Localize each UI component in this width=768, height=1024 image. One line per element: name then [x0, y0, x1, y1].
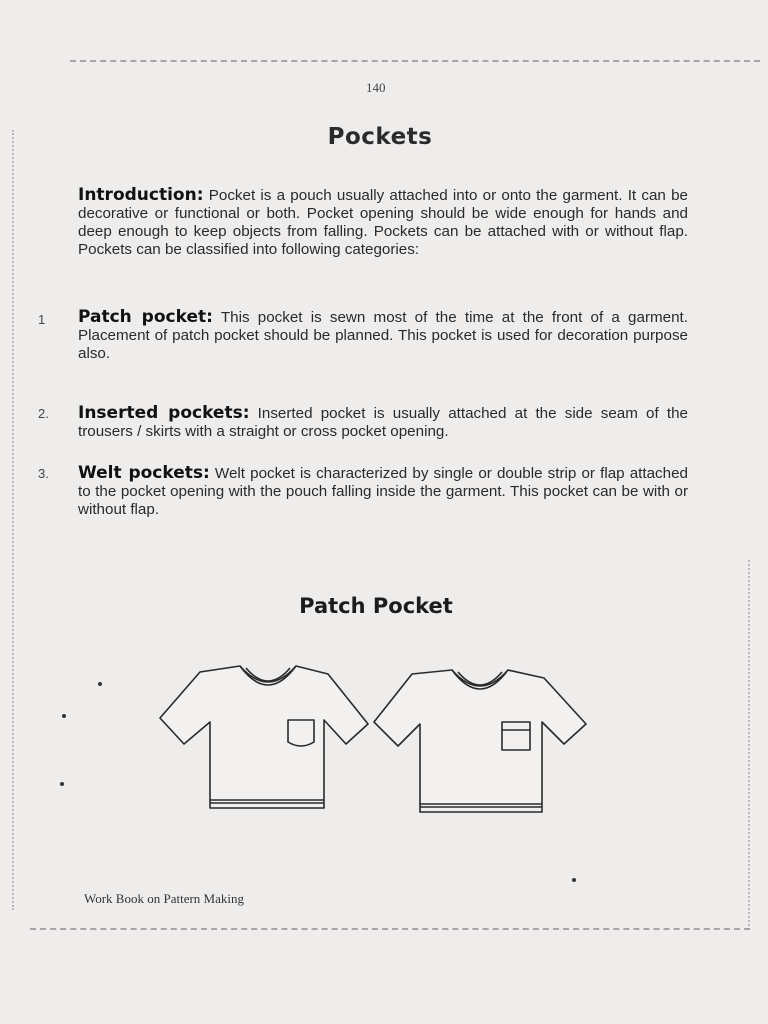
- speck: [98, 682, 102, 686]
- list-item-heading: Patch pocket:: [78, 307, 213, 327]
- list-number: 3.: [38, 466, 49, 481]
- intro-heading: Introduction:: [78, 185, 204, 205]
- patch-pocket-illustration: [150, 660, 600, 830]
- scan-edge-bottom: [30, 928, 750, 934]
- list-item-heading: Welt pockets:: [78, 463, 210, 483]
- list-item-patch-pocket: [78, 308, 688, 363]
- speck: [62, 714, 66, 718]
- speck: [572, 878, 576, 882]
- intro-paragraph: [78, 186, 688, 259]
- list-item-text: Inserted pocket is usually attached at the side seam of the trousers / skirts with a straight or cross pocket opening.: [78, 405, 688, 440]
- tshirt-patch-pocket-icon: [160, 666, 368, 808]
- intro-text: Pocket is a pouch usually attached into or onto the garment. It can be decorative or functional or both. Pocket opening should be wide enough for hands and deep enough to keep objects from falling. Pockets can be attached with or without flap. Pockets can be classified into following categories:: [78, 187, 688, 258]
- list-item-heading: Inserted pockets:: [78, 403, 250, 423]
- speck: [60, 782, 64, 786]
- scan-edge-top: [70, 60, 760, 68]
- scan-edge-left: [12, 130, 18, 910]
- list-number: 1: [38, 312, 46, 327]
- list-item-text: Welt pocket is characterized by single or double strip or flap attached to the pocket opening with the pouch falling inside the garment. This pocket can be with or without flap.: [78, 465, 688, 518]
- footer-text: Work Book on Pattern Making: [84, 891, 244, 906]
- list-item-text: This pocket is sewn most of the time at the front of a garment. Placement of patch pocket should be planned. This pocket is used for decoration purpose also.: [78, 309, 688, 362]
- page-number: 140: [366, 80, 386, 95]
- tshirt-patch-pocket-flap-icon: [374, 670, 586, 812]
- list-item-welt-pockets: [78, 464, 688, 519]
- list-number: 2.: [38, 406, 49, 421]
- list-item-inserted-pockets: [78, 404, 688, 441]
- figure-title: Patch Pocket: [299, 594, 453, 618]
- page-title: Pockets: [327, 124, 433, 150]
